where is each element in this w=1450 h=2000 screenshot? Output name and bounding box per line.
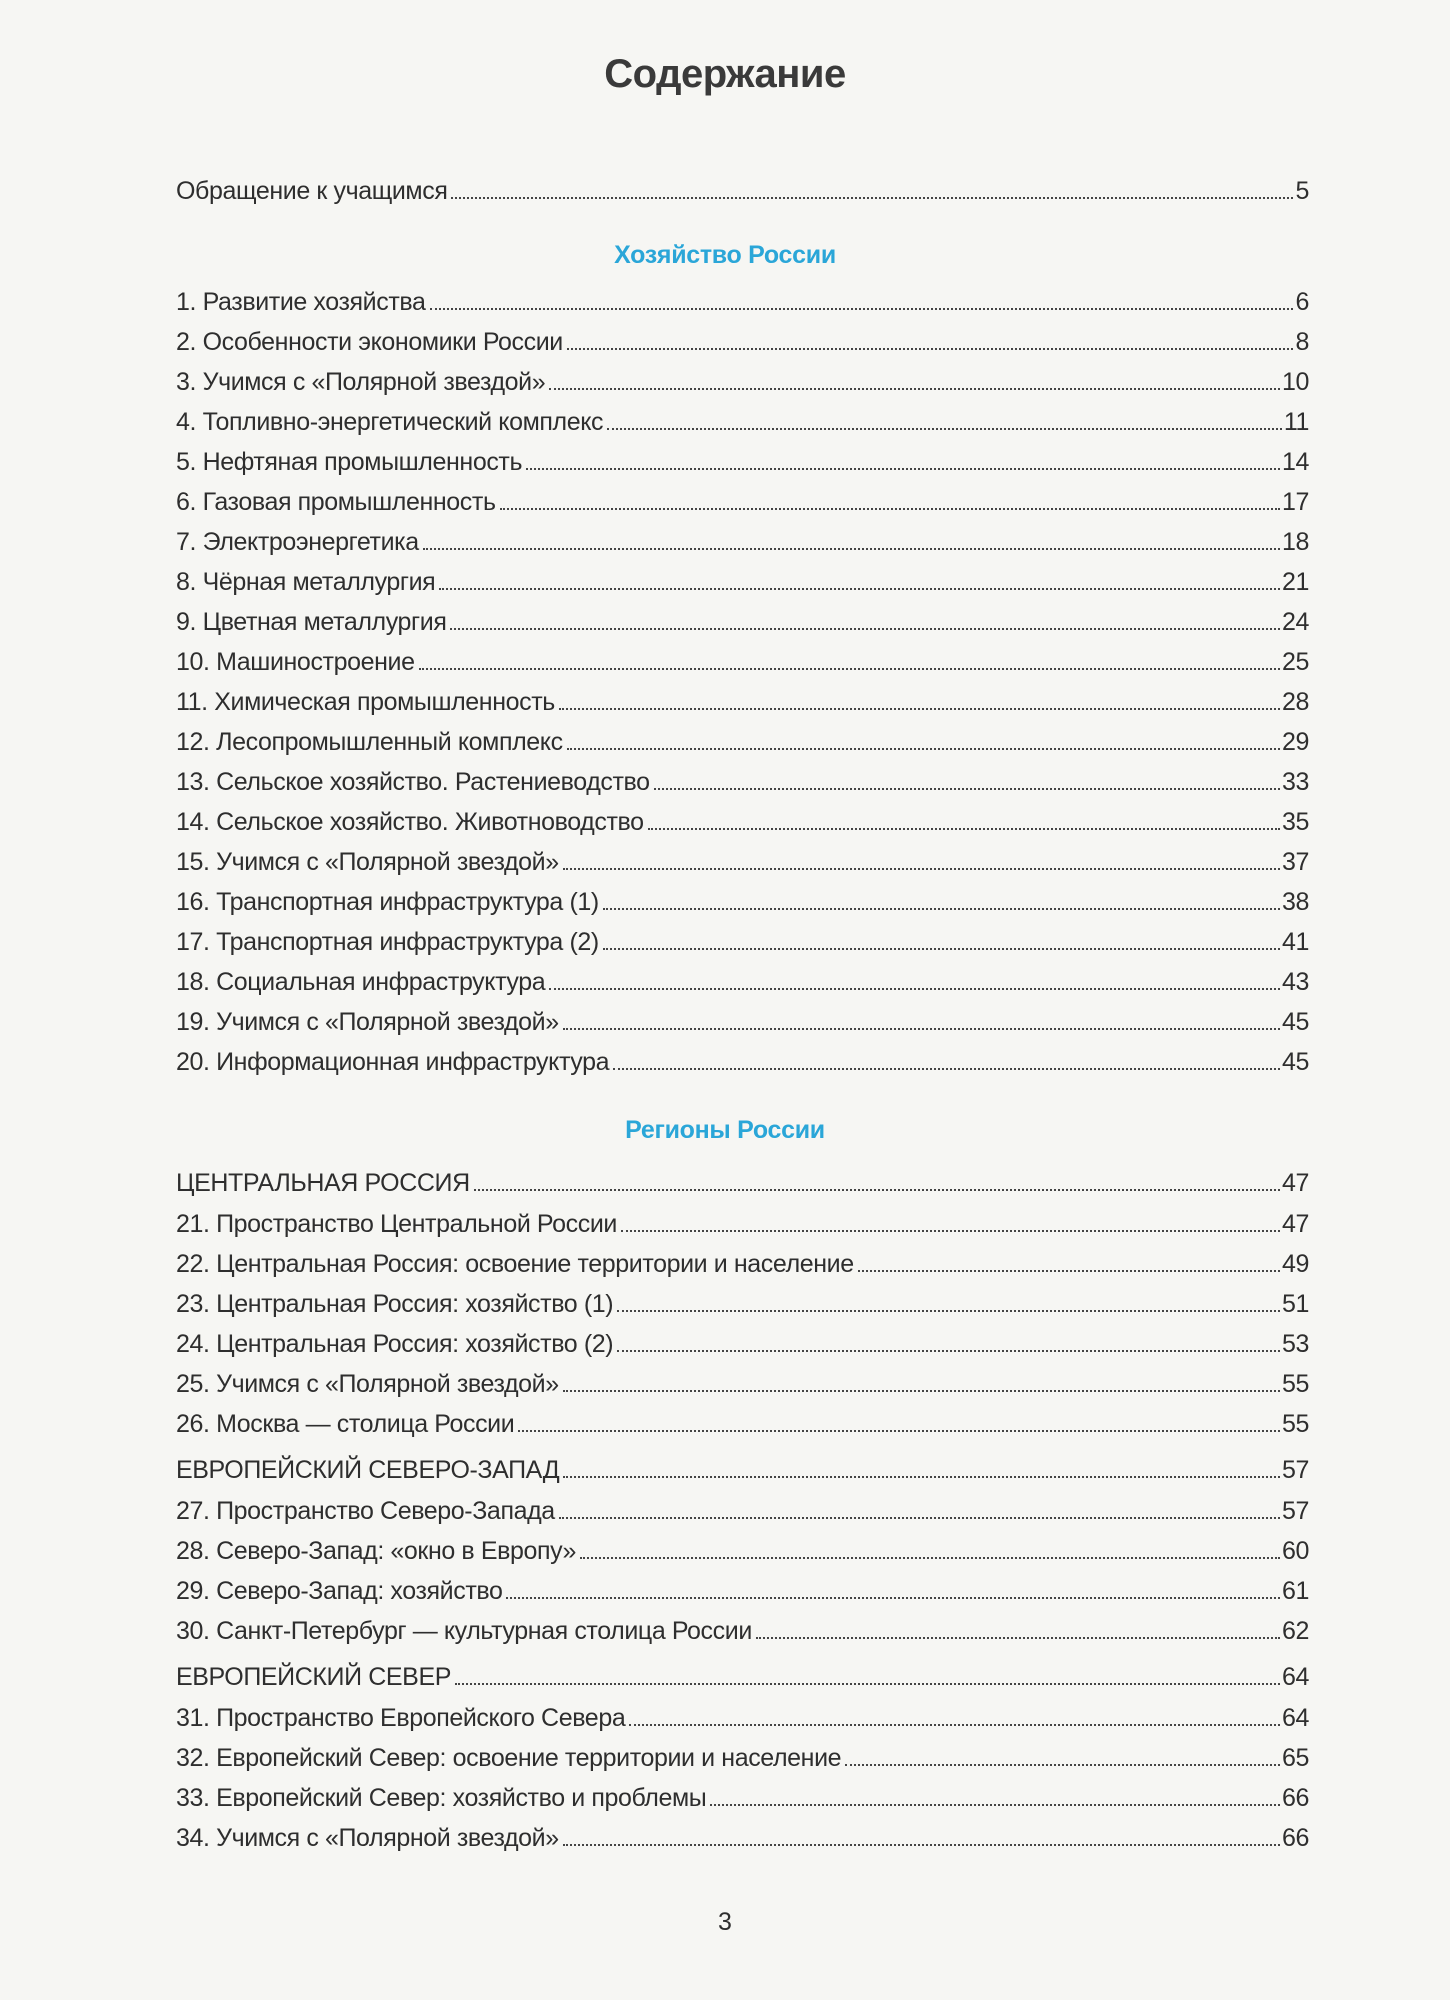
toc-entry[interactable]	[176, 326, 1309, 358]
entry-title: 15. Учимся с «Полярной звездой»	[176, 848, 559, 876]
toc-entry[interactable]	[176, 1615, 1309, 1647]
dot-leader	[603, 886, 1280, 910]
entry-title: 21. Пространство Центральной России	[176, 1210, 617, 1238]
entry-title: 30. Санкт-Петербург — культурная столица России	[176, 1617, 752, 1645]
dot-leader	[648, 806, 1280, 830]
page-title: Содержание	[604, 52, 846, 96]
toc-entry[interactable]	[176, 646, 1309, 678]
entry-title: 2. Особенности экономики России	[176, 328, 563, 356]
toc-region-entry[interactable]	[176, 1167, 1309, 1199]
toc-entry[interactable]	[176, 1495, 1309, 1527]
entry-title: 1. Развитие хозяйства	[176, 288, 426, 316]
entry-title: 26. Москва — столица России	[176, 1410, 515, 1438]
entry-title: Обращение к учащимся	[176, 177, 448, 205]
entry-title: 7. Электроэнергетика	[176, 528, 419, 556]
entry-title: ЦЕНТРАЛЬНАЯ РОССИЯ	[176, 1169, 470, 1197]
entry-page: 8	[1295, 328, 1309, 356]
entry-title: 22. Центральная Россия: освоение территории и население	[176, 1250, 854, 1278]
toc-entry[interactable]	[176, 1782, 1309, 1814]
dot-leader	[654, 766, 1280, 790]
dot-leader	[621, 1208, 1280, 1232]
toc-entry[interactable]	[176, 606, 1309, 638]
entry-page: 5	[1295, 177, 1309, 205]
entry-page: 64	[1281, 1663, 1309, 1691]
entry-page: 45	[1281, 1048, 1309, 1076]
dot-leader	[617, 1288, 1280, 1312]
toc-entry[interactable]	[176, 846, 1309, 878]
toc-entry[interactable]	[176, 806, 1309, 838]
dot-leader	[474, 1167, 1280, 1191]
entry-title: 33. Европейский Север: хозяйство и проблемы	[176, 1784, 707, 1812]
entry-page: 24	[1281, 608, 1309, 636]
toc-entry[interactable]	[176, 366, 1309, 398]
entry-page: 28	[1281, 688, 1309, 716]
entry-page: 57	[1281, 1456, 1309, 1484]
section-heading: Регионы России	[625, 1116, 825, 1144]
toc-entry[interactable]	[176, 886, 1309, 918]
dot-leader	[526, 446, 1280, 470]
dot-leader	[858, 1248, 1280, 1272]
entry-title: 28. Северо-Запад: «окно в Европу»	[176, 1537, 577, 1565]
entry-title: 17. Транспортная инфраструктура (2)	[176, 928, 599, 956]
entry-page: 47	[1281, 1210, 1309, 1238]
toc-entry[interactable]	[176, 1575, 1309, 1607]
toc-entry-intro[interactable]	[176, 175, 1309, 207]
toc-entry[interactable]	[176, 966, 1309, 998]
entry-page: 11	[1283, 408, 1309, 436]
toc-entry[interactable]	[176, 1006, 1309, 1038]
entry-title: ЕВРОПЕЙСКИЙ СЕВЕРО-ЗАПАД	[176, 1456, 560, 1484]
toc-entry[interactable]	[176, 1368, 1309, 1400]
entry-title: 6. Газовая промышленность	[176, 488, 496, 516]
toc-entry[interactable]	[176, 286, 1309, 318]
toc-entry[interactable]	[176, 446, 1309, 478]
toc-entry[interactable]	[176, 1702, 1309, 1734]
entry-title: 13. Сельское хозяйство. Растениеводство	[176, 768, 650, 796]
toc-entry[interactable]	[176, 566, 1309, 598]
dot-leader	[567, 326, 1294, 350]
entry-page: 61	[1281, 1577, 1309, 1605]
toc-entry[interactable]	[176, 1208, 1309, 1240]
entry-page: 60	[1281, 1537, 1309, 1565]
toc-entry[interactable]	[176, 1046, 1309, 1078]
entry-title: 10. Машиностроение	[176, 648, 415, 676]
entry-title: 19. Учимся с «Полярной звездой»	[176, 1008, 559, 1036]
entry-page: 62	[1281, 1617, 1309, 1645]
dot-leader	[439, 566, 1280, 590]
entry-page: 57	[1281, 1497, 1309, 1525]
toc-region-entry[interactable]	[176, 1454, 1309, 1486]
dot-leader	[549, 966, 1280, 990]
dot-leader	[567, 726, 1280, 750]
dot-leader	[549, 366, 1280, 390]
entry-title: 24. Центральная Россия: хозяйство (2)	[176, 1330, 614, 1358]
entry-title: 8. Чёрная металлургия	[176, 568, 436, 596]
entry-page: 43	[1281, 968, 1309, 996]
entry-page: 66	[1281, 1784, 1309, 1812]
entry-page: 65	[1281, 1744, 1309, 1772]
toc-entry[interactable]	[176, 1328, 1309, 1360]
entry-page: 55	[1281, 1370, 1309, 1398]
toc-entry[interactable]	[176, 526, 1309, 558]
dot-leader	[518, 1408, 1280, 1432]
entry-title: 32. Европейский Север: освоение территории и население	[176, 1744, 842, 1772]
dot-leader	[563, 1454, 1280, 1478]
dot-leader	[430, 286, 1294, 310]
entry-title: 25. Учимся с «Полярной звездой»	[176, 1370, 559, 1398]
entry-title: 20. Информационная инфраструктура	[176, 1048, 610, 1076]
dot-leader	[603, 926, 1280, 950]
entry-title: 16. Транспортная инфраструктура (1)	[176, 888, 599, 916]
entry-title: 3. Учимся с «Полярной звездой»	[176, 368, 546, 396]
entry-title: 23. Центральная Россия: хозяйство (1)	[176, 1290, 614, 1318]
entry-page: 37	[1281, 848, 1309, 876]
entry-page: 14	[1281, 448, 1309, 476]
dot-leader	[607, 406, 1282, 430]
dot-leader	[563, 1822, 1280, 1846]
entry-page: 25	[1281, 648, 1309, 676]
dot-leader	[559, 686, 1280, 710]
entry-page: 33	[1281, 768, 1309, 796]
entry-title: ЕВРОПЕЙСКИЙ СЕВЕР	[176, 1663, 451, 1691]
section-heading: Хозяйство России	[614, 241, 836, 269]
entry-title: 29. Северо-Запад: хозяйство	[176, 1577, 503, 1605]
entry-page: 41	[1281, 928, 1309, 956]
entry-page: 17	[1281, 488, 1309, 516]
dot-leader	[613, 1046, 1280, 1070]
dot-leader	[563, 1368, 1280, 1392]
toc-entry[interactable]	[176, 1822, 1309, 1854]
dot-leader	[580, 1535, 1280, 1559]
dot-leader	[500, 486, 1280, 510]
dot-leader	[455, 1661, 1280, 1685]
entry-title: 4. Топливно-энергетический комплекс	[176, 408, 604, 436]
dot-leader	[710, 1782, 1280, 1806]
entry-page: 38	[1281, 888, 1309, 916]
entry-title: 11. Химическая промышленность	[176, 688, 555, 716]
entry-page: 21	[1281, 568, 1309, 596]
entry-page: 53	[1281, 1330, 1309, 1358]
entry-title: 27. Пространство Северо-Запада	[176, 1497, 555, 1525]
toc-entry[interactable]	[176, 686, 1309, 718]
entry-page: 49	[1281, 1250, 1309, 1278]
entry-page: 51	[1281, 1290, 1309, 1318]
dot-leader	[563, 846, 1280, 870]
dot-leader	[617, 1328, 1280, 1352]
toc-region-entry[interactable]	[176, 1661, 1309, 1693]
entry-title: 31. Пространство Европейского Севера	[176, 1704, 626, 1732]
toc-entry[interactable]	[176, 726, 1309, 758]
entry-page: 29	[1281, 728, 1309, 756]
entry-page: 55	[1281, 1410, 1309, 1438]
entry-page: 6	[1295, 288, 1309, 316]
entry-page: 47	[1281, 1169, 1309, 1197]
entry-page: 64	[1281, 1704, 1309, 1732]
toc-entry[interactable]	[176, 406, 1309, 438]
entry-page: 66	[1281, 1824, 1309, 1852]
entry-title: 14. Сельское хозяйство. Животноводство	[176, 808, 644, 836]
entry-title: 12. Лесопромышленный комплекс	[176, 728, 563, 756]
dot-leader	[419, 646, 1280, 670]
toc-entry[interactable]	[176, 766, 1309, 798]
entry-page: 18	[1281, 528, 1309, 556]
dot-leader	[563, 1006, 1280, 1030]
dot-leader	[451, 175, 1293, 199]
entry-title: 9. Цветная металлургия	[176, 608, 447, 636]
dot-leader	[423, 526, 1280, 550]
entry-page: 45	[1281, 1008, 1309, 1036]
entry-title: 34. Учимся с «Полярной звездой»	[176, 1824, 559, 1852]
dot-leader	[559, 1495, 1280, 1519]
entry-page: 10	[1281, 368, 1309, 396]
dot-leader	[629, 1702, 1280, 1726]
entry-title: 18. Социальная инфраструктура	[176, 968, 546, 996]
toc-entry[interactable]	[176, 486, 1309, 518]
entry-title: 5. Нефтяная промышленность	[176, 448, 523, 476]
dot-leader	[845, 1742, 1280, 1766]
page-number: 3	[718, 1908, 732, 1936]
toc-entry[interactable]	[176, 1288, 1309, 1320]
toc-entry[interactable]	[176, 1742, 1309, 1774]
toc-entry[interactable]	[176, 1408, 1309, 1440]
toc-entry[interactable]	[176, 926, 1309, 958]
dot-leader	[756, 1615, 1280, 1639]
entry-page: 35	[1281, 808, 1309, 836]
toc-entry[interactable]	[176, 1248, 1309, 1280]
dot-leader	[450, 606, 1280, 630]
dot-leader	[506, 1575, 1280, 1599]
toc-entry[interactable]	[176, 1535, 1309, 1567]
